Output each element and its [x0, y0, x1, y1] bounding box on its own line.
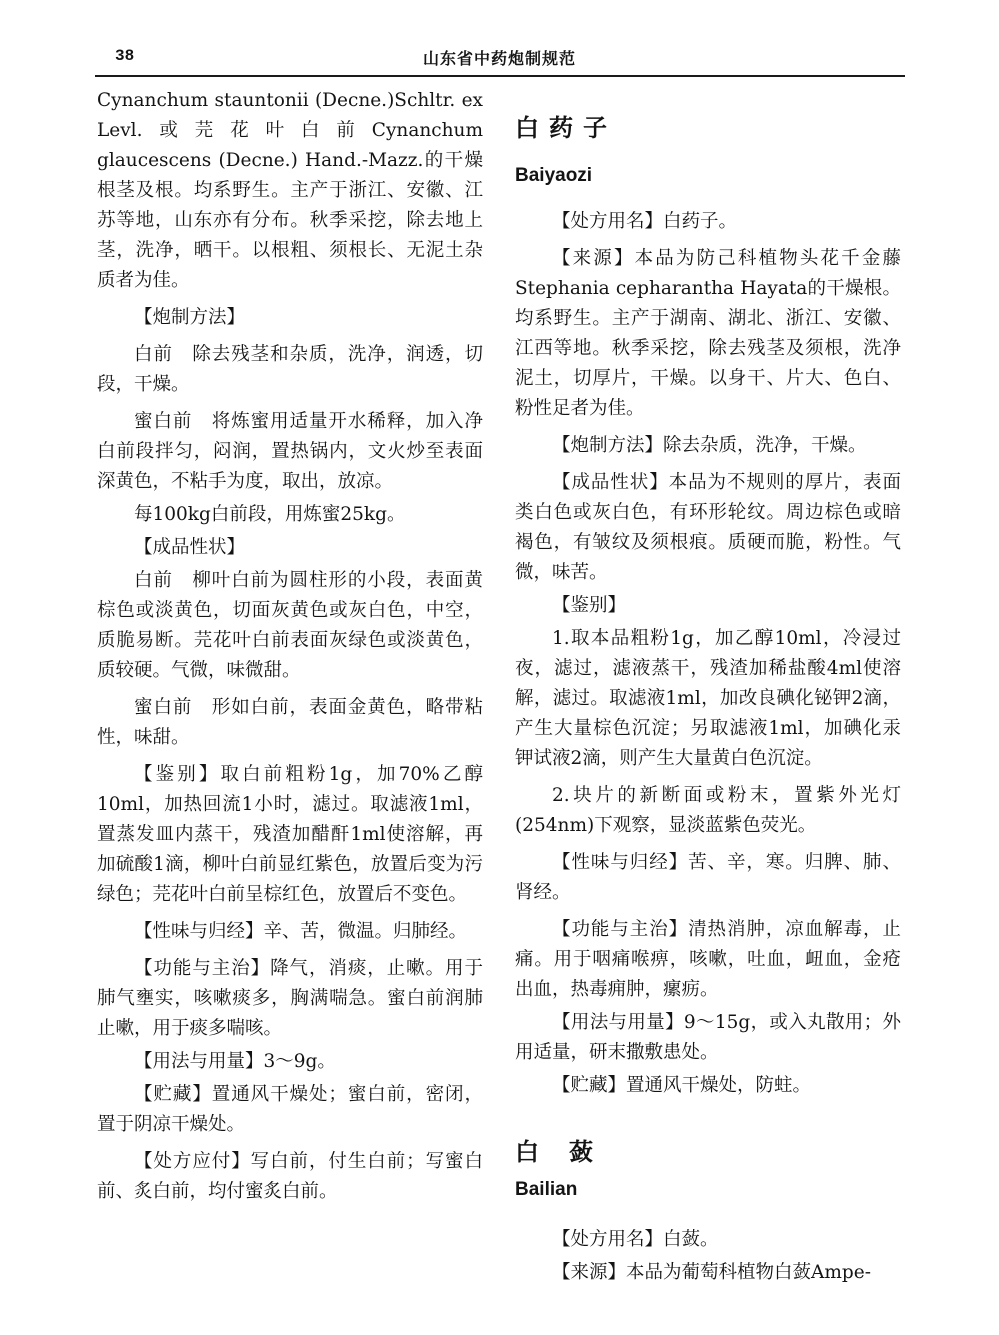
paragraph: 【成品性状】本品为不规则的厚片，表面类白色或灰白色，有环形轮纹。周边棕色或暗褐色，有皱纹及须根痕。质硬而脆，粉性。气微，味苦。: [515, 472, 901, 583]
paragraph: 【功能与主治】降气，消痰，止嗽。用于肺气壅实，咳嗽痰多，胸满喘急。蜜白前润肺止嗽，用于痰多喘咳。: [97, 958, 483, 1039]
paragraph: 【用法与用量】3～9g。: [134, 1051, 336, 1072]
paragraph: 【来源】本品为防己科植物头花千金藤Stephania cepharantha Hayata的干燥根。均系野生。主产于湖南、湖北、浙江、安徽、江西等地。秋季采挖，除去残茎及须根，洗净泥土，切厚片，干燥。以身干、片大、色白、粉性足者为佳。: [515, 248, 901, 419]
paragraph: 白前 除去残茎和杂质，洗净，润透，切段，干燥。: [97, 344, 483, 395]
paragraph: 【来源】本品为葡萄科植物白蔹Ampe-: [552, 1262, 871, 1283]
paragraph: Cynanchum stauntonii (Decne.)Schltr. ex Levl.或芫花叶白前Cynanchum glaucescens (Decne.) Hand.-Mazz.的干燥根茎及根。均系野生。主产于浙江、安徽、江苏等地，山东亦有分布。秋季采挖，除去地上茎，洗净，晒干。以根粗、须根长、无泥土杂质者为佳。: [97, 90, 483, 291]
paragraph: 【处方应付】写白前，付生白前；写蜜白前、炙白前，均付蜜炙白前。: [97, 1151, 483, 1202]
paragraph: 每100kg白前段，用炼蜜25kg。: [134, 504, 406, 525]
paragraph: 【炮制方法】除去杂质，洗净，干燥。: [552, 435, 867, 456]
paragraph: 【性味与归经】辛、苦，微温。归肺经。: [134, 921, 468, 942]
section-heading: 【成品性状】: [134, 537, 246, 558]
paragraph: 【贮藏】置通风干燥处，防蛀。: [552, 1075, 812, 1096]
paragraph: 【处方用名】白药子。: [552, 211, 738, 232]
paragraph: 1.取本品粗粉1g，加乙醇10ml，冷浸过夜，滤过，滤液蒸干，残渣加稀盐酸4ml使溶解，滤过。取滤液1ml，加改良碘化铋钾2滴，产生大量棕色沉淀；另取滤液1ml，加碘化汞钾试液2滴，则产生大量黄白色沉淀。: [515, 628, 901, 769]
entry-pinyin-bailian: Bailian: [515, 1179, 578, 1200]
paragraph: 【用法与用量】9～15g，或入丸散用；外用适量，研末撒敷患处。: [515, 1012, 901, 1063]
header-rule: [95, 75, 905, 77]
paragraph: 【鉴别】取白前粗粉1g，加70%乙醇10ml，加热回流1小时，滤过。取滤液1ml，置蒸发皿内蒸干，残渣加醋酐1ml使溶解，再加硫酸1滴，柳叶白前显红紫色，放置后变为污绿色；芫花叶白前呈棕红色，放置后不变色。: [97, 764, 483, 905]
running-head: 山东省中药炮制规范: [422, 49, 576, 68]
paragraph: 【处方用名】白蔹。: [552, 1229, 719, 1250]
paragraph: 蜜白前 将炼蜜用适量开水稀释，加入净白前段拌匀，闷润，置热锅内，文火炒至表面深黄色，不粘手为度，取出，放凉。: [97, 411, 483, 492]
entry-pinyin-baiyaozi: Baiyaozi: [515, 165, 593, 186]
section-heading: 【炮制方法】: [134, 307, 246, 328]
paragraph: 【功能与主治】清热消肿，凉血解毒，止痛。用于咽痛喉痹，咳嗽，吐血，衄血，金疮出血，热毒痈肿，瘰疬。: [515, 919, 901, 1000]
paragraph: 【贮藏】置通风干燥处；蜜白前，密闭，置于阴凉干燥处。: [97, 1084, 483, 1135]
left-column: [97, 86, 483, 1207]
paragraph: 2.块片的新断面或粉末，置紫外光灯(254nm)下观察，显淡蓝紫色荧光。: [515, 785, 901, 836]
section-heading: 【鉴别】: [552, 595, 627, 616]
right-column: [515, 86, 901, 1288]
entry-title-baiyaozi: 白药子: [515, 113, 617, 142]
paragraph: 蜜白前 形如白前，表面金黄色，略带粘性，味甜。: [97, 697, 483, 748]
page-number: 38: [115, 47, 135, 65]
paragraph: 白前 柳叶白前为圆柱形的小段，表面黄棕色或淡黄色，切面灰黄色或灰白色，中空，质脆易断。芫花叶白前表面灰绿色或淡黄色，质较硬。气微，味微甜。: [97, 570, 483, 681]
paragraph: 【性味与归经】苦、辛，寒。归脾、肺、肾经。: [515, 852, 901, 903]
entry-title-bailian: 白蔹: [515, 1137, 623, 1166]
